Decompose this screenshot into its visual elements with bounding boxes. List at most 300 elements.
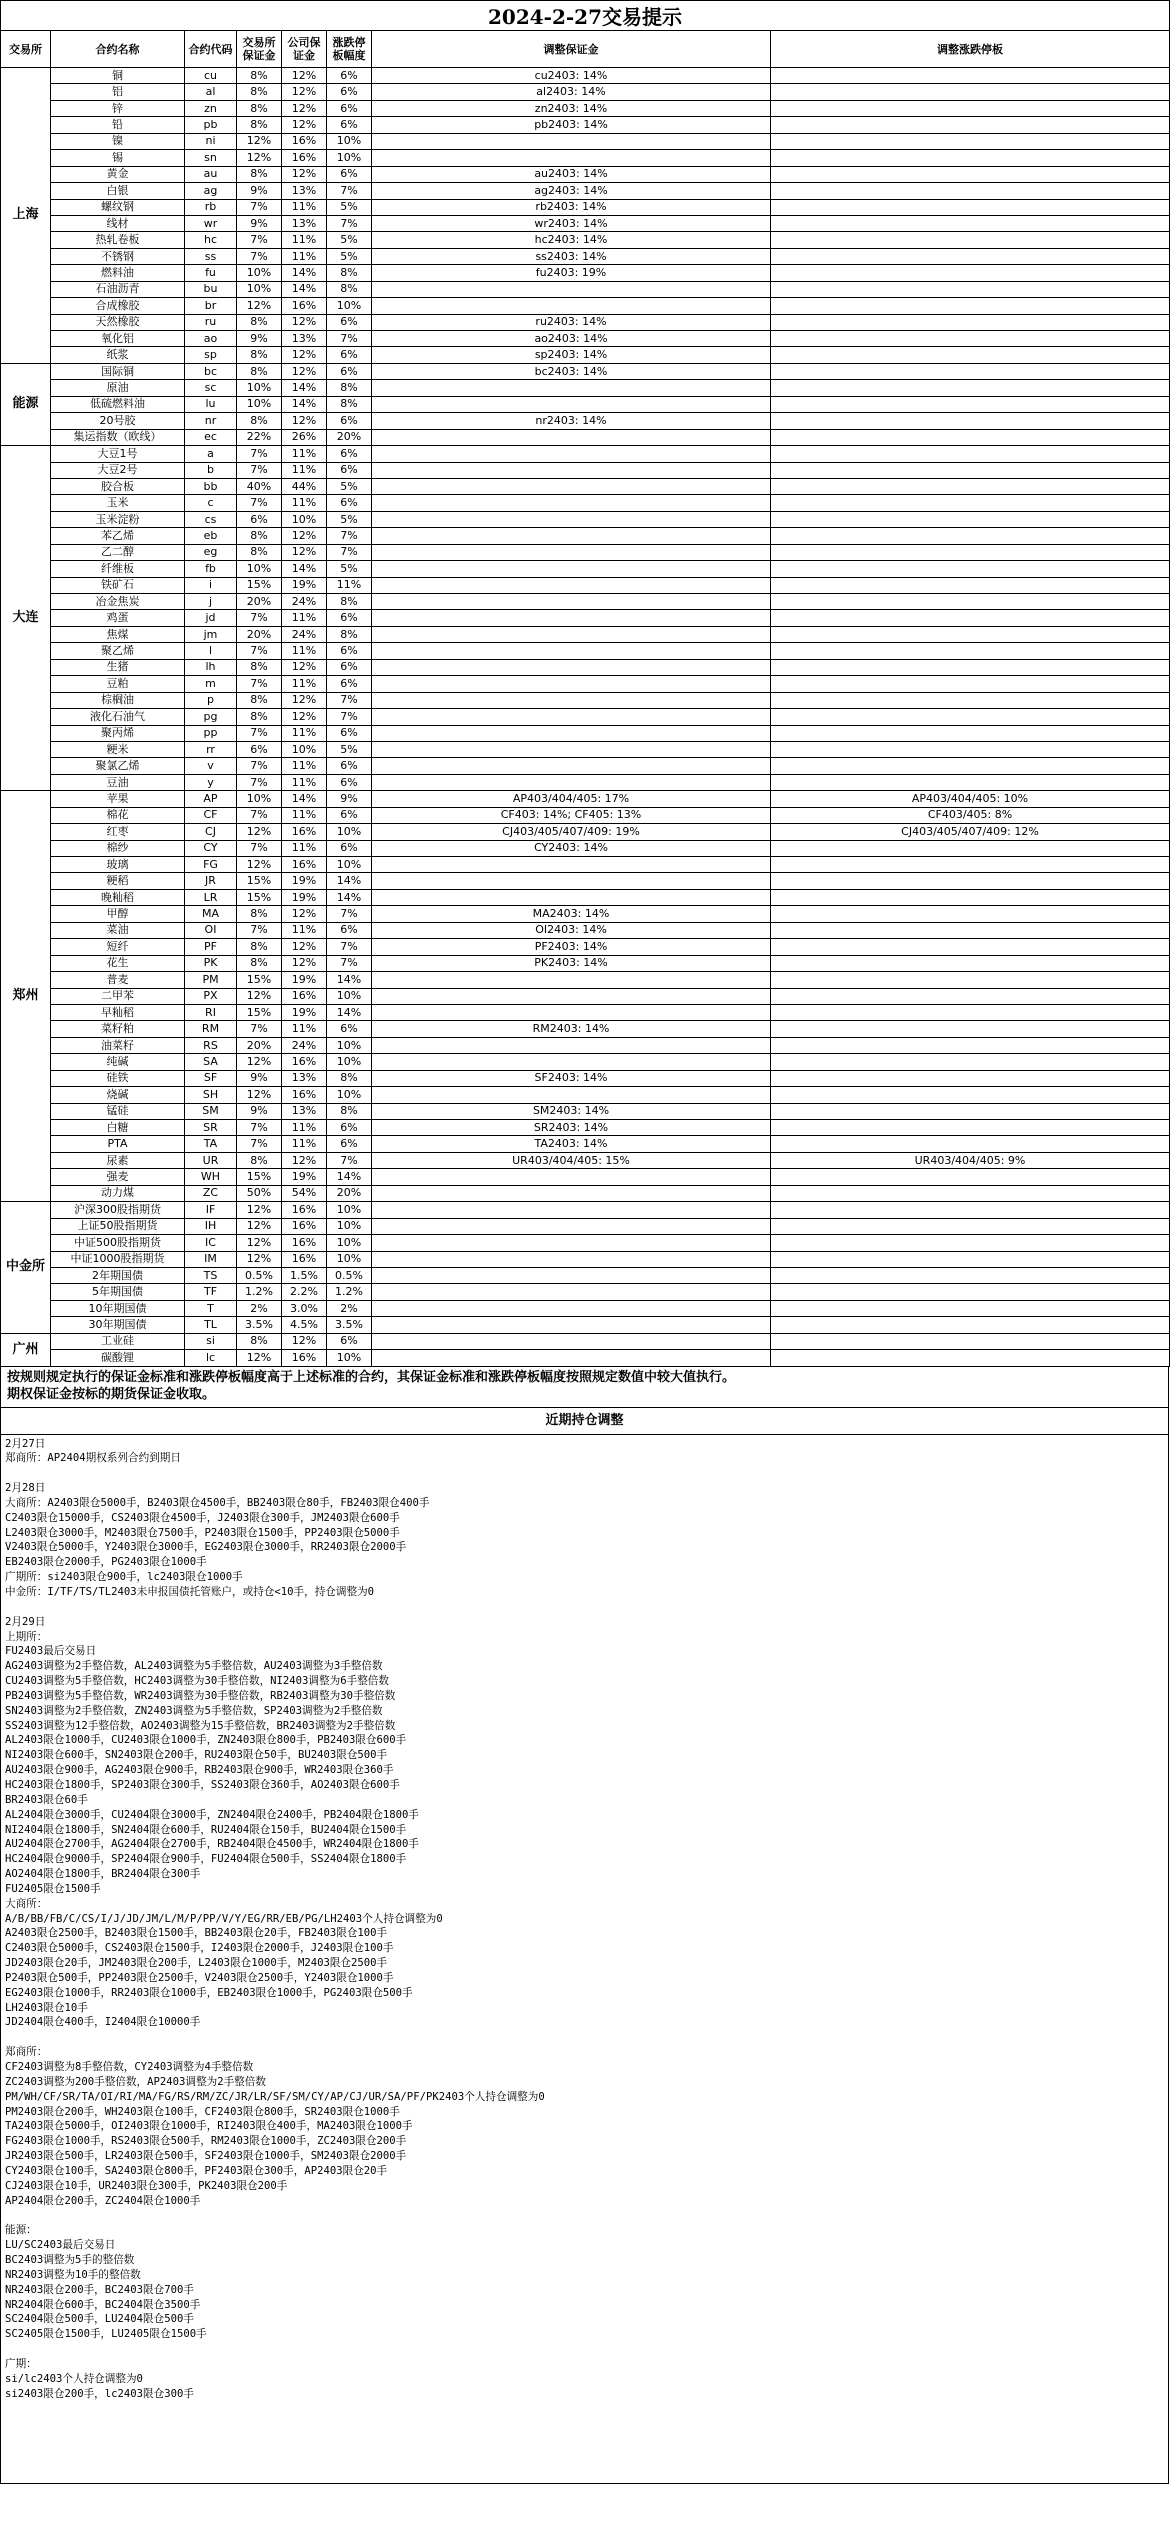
company-margin: 2.2% [282,1284,327,1300]
price-limit: 14% [327,1169,372,1185]
company-margin: 12% [282,347,327,363]
adjusted-margin [372,1185,771,1201]
company-margin: 12% [282,692,327,708]
price-limit: 20% [327,429,372,445]
company-margin: 13% [282,1103,327,1119]
exchange-margin: 12% [237,857,282,873]
contract-code: LR [185,889,237,905]
exchange-cell: 大连 [1,446,51,791]
adjust-line: AL2404限仓3000手，CU2404限仓3000手，ZN2404限仓2400手，PB2404限仓1800手 [5,1808,420,1821]
adjusted-margin: SM2403: 14% [372,1103,771,1119]
adjusted-margin [372,544,771,560]
adjusted-limit [771,922,1170,938]
table-row [1,281,1170,297]
adjusted-margin: TA2403: 14% [372,1136,771,1152]
table-row [1,791,1170,807]
adjusted-limit [771,1021,1170,1037]
price-limit: 8% [327,265,372,281]
company-margin: 11% [282,807,327,823]
table-row [1,265,1170,281]
contract-code: ss [185,248,237,264]
adjusted-margin [372,873,771,889]
adjusted-margin: ss2403: 14% [372,248,771,264]
adjusted-margin [372,676,771,692]
adjusted-margin: hc2403: 14% [372,232,771,248]
adjusted-limit [771,725,1170,741]
table-row [1,1300,1170,1316]
exchange-margin: 7% [237,725,282,741]
adjusted-limit [771,528,1170,544]
contract-name: 螺纹钢 [51,199,185,215]
adjusted-limit [771,429,1170,445]
company-margin: 11% [282,774,327,790]
price-limit: 14% [327,972,372,988]
contract-name: 棉花 [51,807,185,823]
adjust-line: A/B/BB/FB/C/CS/I/J/JD/JM/L/M/P/PP/V/Y/EG/RR/EB/PG/LH2403个人持仓调整为0 [5,1912,443,1925]
price-limit: 6% [327,117,372,133]
adjusted-margin: al2403: 14% [372,84,771,100]
table-row [1,150,1170,166]
contract-name: 锰硅 [51,1103,185,1119]
adjusted-margin [372,988,771,1004]
company-margin: 26% [282,429,327,445]
price-limit: 5% [327,199,372,215]
price-limit: 5% [327,478,372,494]
adjusted-limit [771,265,1170,281]
company-margin: 16% [282,150,327,166]
table-row [1,725,1170,741]
adjust-line: SN2403调整为2手整倍数，ZN2403调整为5手整倍数，SP2403调整为2手整倍数 [5,1704,383,1717]
table-row [1,643,1170,659]
contract-code: fu [185,265,237,281]
price-limit: 8% [327,396,372,412]
contract-code: jd [185,610,237,626]
price-limit: 6% [327,807,372,823]
adjusted-limit [771,1235,1170,1251]
adjust-line: si/lc2403个人持仓调整为0 [5,2372,143,2385]
adjusted-margin [372,659,771,675]
company-margin: 11% [282,643,327,659]
company-margin: 14% [282,561,327,577]
adjusted-margin: zn2403: 14% [372,100,771,116]
table-row [1,561,1170,577]
adjusted-margin [372,594,771,610]
exchange-margin: 12% [237,298,282,314]
header-contract-name: 合约名称 [51,31,185,68]
price-limit: 10% [327,857,372,873]
contract-name: 动力煤 [51,1185,185,1201]
adjusted-limit [771,1350,1170,1366]
company-margin: 44% [282,478,327,494]
adjusted-limit [771,594,1170,610]
table-row [1,577,1170,593]
table-row [1,1021,1170,1037]
table-row [1,955,1170,971]
table-row [1,1054,1170,1070]
contract-name: 纤维板 [51,561,185,577]
contract-name: 花生 [51,955,185,971]
adjusted-margin [372,446,771,462]
adjusted-limit [771,741,1170,757]
company-margin: 19% [282,972,327,988]
contract-name: 乙二醇 [51,544,185,560]
adjust-line: HC2404限仓9000手，SP2404限仓900手，FU2404限仓500手，SS2404限仓1800手 [5,1853,407,1866]
adjust-line: FU2405限仓1500手 [5,1882,101,1895]
exchange-margin: 22% [237,429,282,445]
contract-name: 大豆1号 [51,446,185,462]
table-row [1,199,1170,215]
price-limit: 6% [327,363,372,379]
price-limit: 8% [327,626,372,642]
contract-code: RM [185,1021,237,1037]
adjusted-margin: SR2403: 14% [372,1120,771,1136]
contract-name: 生猪 [51,659,185,675]
adjust-line: AP2404限仓200手，ZC2404限仓1000手 [5,2194,201,2207]
contract-name: 苯乙烯 [51,528,185,544]
contract-name: 线材 [51,215,185,231]
contract-code: j [185,594,237,610]
header-adjusted-margin: 调整保证金 [372,31,771,68]
contract-name: 二甲苯 [51,988,185,1004]
adjusted-margin: pb2403: 14% [372,117,771,133]
adjusted-margin [372,1251,771,1267]
table-row [1,478,1170,494]
adjusted-margin: sp2403: 14% [372,347,771,363]
contract-code: TF [185,1284,237,1300]
company-margin: 16% [282,298,327,314]
table-row [1,972,1170,988]
adjust-line: SC2404限仓500手，LU2404限仓500手 [5,2313,194,2326]
price-limit: 8% [327,281,372,297]
price-limit: 7% [327,709,372,725]
contract-name: 红枣 [51,824,185,840]
adjusted-limit [771,446,1170,462]
adjusted-margin [372,511,771,527]
contract-name: 普麦 [51,972,185,988]
price-limit: 10% [327,1202,372,1218]
header-adjusted-limit: 调整涨跌停板 [771,31,1170,68]
adjust-line: 中金所：I/TF/TS/TL2403未申报国债托管账户，或持仓<10手，持仓调整为0 [5,1586,375,1598]
contract-name: 纯碱 [51,1054,185,1070]
contract-name: 镍 [51,133,185,149]
table-row [1,1087,1170,1103]
price-limit: 10% [327,1235,372,1251]
adjust-line: 2月29日 [5,1615,46,1628]
table-row [1,413,1170,429]
company-margin: 16% [282,1087,327,1103]
exchange-margin: 8% [237,68,282,84]
company-margin: 14% [282,380,327,396]
company-margin: 16% [282,1218,327,1234]
company-margin: 12% [282,413,327,429]
company-margin: 16% [282,857,327,873]
contract-name: 白糖 [51,1120,185,1136]
price-limit: 7% [327,544,372,560]
table-row [1,906,1170,922]
exchange-margin: 9% [237,183,282,199]
company-margin: 14% [282,265,327,281]
exchange-margin: 7% [237,1136,282,1152]
adjusted-limit [771,495,1170,511]
exchange-margin: 7% [237,462,282,478]
adjusted-margin: PF2403: 14% [372,939,771,955]
contract-name: 聚氯乙烯 [51,758,185,774]
adjust-line: NI2403限仓600手，SN2403限仓200手，RU2403限仓50手，BU2403限仓500手 [5,1749,388,1762]
contract-name: 沪深300股指期货 [51,1202,185,1218]
adjusted-limit [771,347,1170,363]
contract-code: PX [185,988,237,1004]
company-margin: 13% [282,331,327,347]
contract-code: i [185,577,237,593]
contract-code: CJ [185,824,237,840]
company-margin: 10% [282,511,327,527]
adjusted-margin: CY2403: 14% [372,840,771,856]
exchange-margin: 12% [237,150,282,166]
adjusted-limit [771,1267,1170,1283]
adjusted-margin [372,610,771,626]
company-margin: 11% [282,676,327,692]
table-row [1,511,1170,527]
table-row [1,659,1170,675]
contract-code: IM [185,1251,237,1267]
company-margin: 16% [282,988,327,1004]
adjusted-margin: cu2403: 14% [372,68,771,84]
adjust-line [5,2030,1164,2045]
adjust-line: 郑商所： [5,2046,48,2059]
company-margin: 19% [282,577,327,593]
exchange-margin: 6% [237,511,282,527]
price-limit: 20% [327,1185,372,1201]
adjust-line: EG2403限仓1000手，RR2403限仓1000手，EB2403限仓1000手，PG2403限仓500手 [5,1986,413,1999]
contract-code: CY [185,840,237,856]
exchange-margin: 12% [237,133,282,149]
exchange-margin: 50% [237,1185,282,1201]
company-margin: 11% [282,1136,327,1152]
adjusted-margin: AP403/404/405: 17% [372,791,771,807]
adjusted-limit [771,199,1170,215]
adjusted-margin [372,774,771,790]
adjust-line: 能源： [5,2224,37,2237]
contract-name: 玉米 [51,495,185,511]
adjusted-limit [771,331,1170,347]
adjusted-limit [771,1333,1170,1349]
exchange-margin: 9% [237,1070,282,1086]
adjusted-limit [771,906,1170,922]
exchange-margin: 15% [237,1169,282,1185]
contract-name: 硅铁 [51,1070,185,1086]
adjusted-limit [771,166,1170,182]
table-row [1,232,1170,248]
adjusted-limit [771,232,1170,248]
contract-code: cs [185,511,237,527]
adjust-line: SC2405限仓1500手，LU2405限仓1500手 [5,2328,207,2341]
adjusted-margin [372,889,771,905]
contract-code: FG [185,857,237,873]
contract-name: 粳米 [51,741,185,757]
adjusted-margin [372,1235,771,1251]
contract-name: 豆粕 [51,676,185,692]
price-limit: 7% [327,906,372,922]
company-margin: 12% [282,100,327,116]
contract-code: au [185,166,237,182]
table-row [1,807,1170,823]
exchange-margin: 8% [237,166,282,182]
rule-note [0,1367,1169,1408]
adjust-line: L2403限仓3000手，M2403限仓7500手，P2403限仓1500手，PP2403限仓5000手 [5,1526,400,1539]
adjusted-limit [771,840,1170,856]
contract-name: 甲醇 [51,906,185,922]
contract-code: IF [185,1202,237,1218]
adjusted-margin [372,758,771,774]
contract-name: 苹果 [51,791,185,807]
exchange-margin: 7% [237,807,282,823]
company-margin: 11% [282,610,327,626]
contract-code: SA [185,1054,237,1070]
price-limit: 8% [327,594,372,610]
company-margin: 11% [282,199,327,215]
company-margin: 14% [282,791,327,807]
price-limit: 10% [327,824,372,840]
adjusted-limit [771,215,1170,231]
price-limit: 6% [327,446,372,462]
exchange-margin: 7% [237,248,282,264]
adjust-line: AO2404限仓1800手，BR2404限仓300手 [5,1868,201,1881]
exchange-margin: 12% [237,1218,282,1234]
exchange-cell: 能源 [1,363,51,445]
contract-name: 铅 [51,117,185,133]
company-margin: 11% [282,495,327,511]
table-row [1,1202,1170,1218]
company-margin: 16% [282,133,327,149]
adjusted-margin [372,1004,771,1020]
adjusted-limit [771,577,1170,593]
price-limit: 6% [327,166,372,182]
table-row [1,676,1170,692]
price-limit: 6% [327,840,372,856]
price-limit: 10% [327,1251,372,1267]
header-company-margin: 公司保证金 [282,31,327,68]
adjusted-limit [771,511,1170,527]
contract-code: ni [185,133,237,149]
company-margin: 12% [282,709,327,725]
contract-code: a [185,446,237,462]
adjusted-margin [372,1054,771,1070]
contract-code: rr [185,741,237,757]
adjusted-margin [372,1267,771,1283]
price-limit: 5% [327,511,372,527]
adjusted-limit [771,380,1170,396]
contract-code: ao [185,331,237,347]
contract-name: 聚乙烯 [51,643,185,659]
price-limit: 3.5% [327,1317,372,1333]
adjusted-limit [771,988,1170,1004]
exchange-cell: 广州 [1,1333,51,1366]
price-limit: 10% [327,1087,372,1103]
price-limit: 8% [327,380,372,396]
exchange-margin: 10% [237,561,282,577]
contract-name: 玉米淀粉 [51,511,185,527]
contract-code: hc [185,232,237,248]
table-row [1,1251,1170,1267]
adjust-line: NR2403限仓200手，BC2403限仓700手 [5,2283,194,2296]
contract-code: TS [185,1267,237,1283]
exchange-margin: 7% [237,1021,282,1037]
company-margin: 12% [282,314,327,330]
contract-code: p [185,692,237,708]
table-row [1,857,1170,873]
adjusted-margin [372,1333,771,1349]
adjusted-margin [372,495,771,511]
table-row [1,610,1170,626]
adjust-line: JD2404限仓400手，I2404限仓10000手 [5,2016,201,2029]
company-margin: 16% [282,1251,327,1267]
exchange-margin: 40% [237,478,282,494]
exchange-margin: 12% [237,1235,282,1251]
contract-name: 焦煤 [51,626,185,642]
contract-name: 锡 [51,150,185,166]
adjusted-limit: AP403/404/405: 10% [771,791,1170,807]
price-limit: 6% [327,922,372,938]
price-limit: 5% [327,741,372,757]
contract-name: 菜油 [51,922,185,938]
company-margin: 19% [282,889,327,905]
adjusted-limit [771,1251,1170,1267]
adjusted-margin [372,1218,771,1234]
adjusted-margin: CF403: 14%; CF405: 13% [372,807,771,823]
rule-note-line-1: 按规则规定执行的保证金标准和涨跌停板幅度高于上述标准的合约，其保证金标准和涨跌停板幅度按照规定数值中较大值执行。 [7,1369,736,1385]
contract-code: si [185,1333,237,1349]
company-margin: 24% [282,626,327,642]
adjust-line [5,2342,1164,2357]
contract-code: jm [185,626,237,642]
contract-code: eb [185,528,237,544]
position-adjust-body [0,1435,1169,2484]
price-limit: 10% [327,1218,372,1234]
contract-name: 铁矿石 [51,577,185,593]
adjusted-margin [372,528,771,544]
header-exchange-margin: 交易所保证金 [237,31,282,68]
adjust-line: PB2403调整为5手整倍数，WR2403调整为30手整倍数，RB2403调整为30手整倍数 [5,1689,396,1702]
adjust-line: 郑商所：AP2404期权系列合约到期日 [5,1452,181,1465]
contract-name: 铝 [51,84,185,100]
contract-code: OI [185,922,237,938]
contract-code: nr [185,413,237,429]
adjusted-limit [771,1120,1170,1136]
contract-code: T [185,1300,237,1316]
table-row [1,528,1170,544]
adjusted-margin: RM2403: 14% [372,1021,771,1037]
adjust-line: BC2403调整为5手的整倍数 [5,2253,135,2266]
adjusted-limit [771,758,1170,774]
price-limit: 1.2% [327,1284,372,1300]
adjusted-margin [372,1350,771,1366]
adjusted-margin: bc2403: 14% [372,363,771,379]
price-limit: 6% [327,725,372,741]
adjusted-margin [372,1169,771,1185]
adjusted-limit [771,1317,1170,1333]
price-limit: 5% [327,248,372,264]
exchange-margin: 7% [237,922,282,938]
adjust-line: 2月27日 [5,1437,46,1450]
price-limit: 14% [327,873,372,889]
adjusted-margin [372,1300,771,1316]
company-margin: 12% [282,363,327,379]
exchange-margin: 12% [237,988,282,1004]
table-row [1,889,1170,905]
contract-code: SF [185,1070,237,1086]
adjust-line: BR2403限仓60手 [5,1793,88,1806]
contract-name: 菜籽粕 [51,1021,185,1037]
